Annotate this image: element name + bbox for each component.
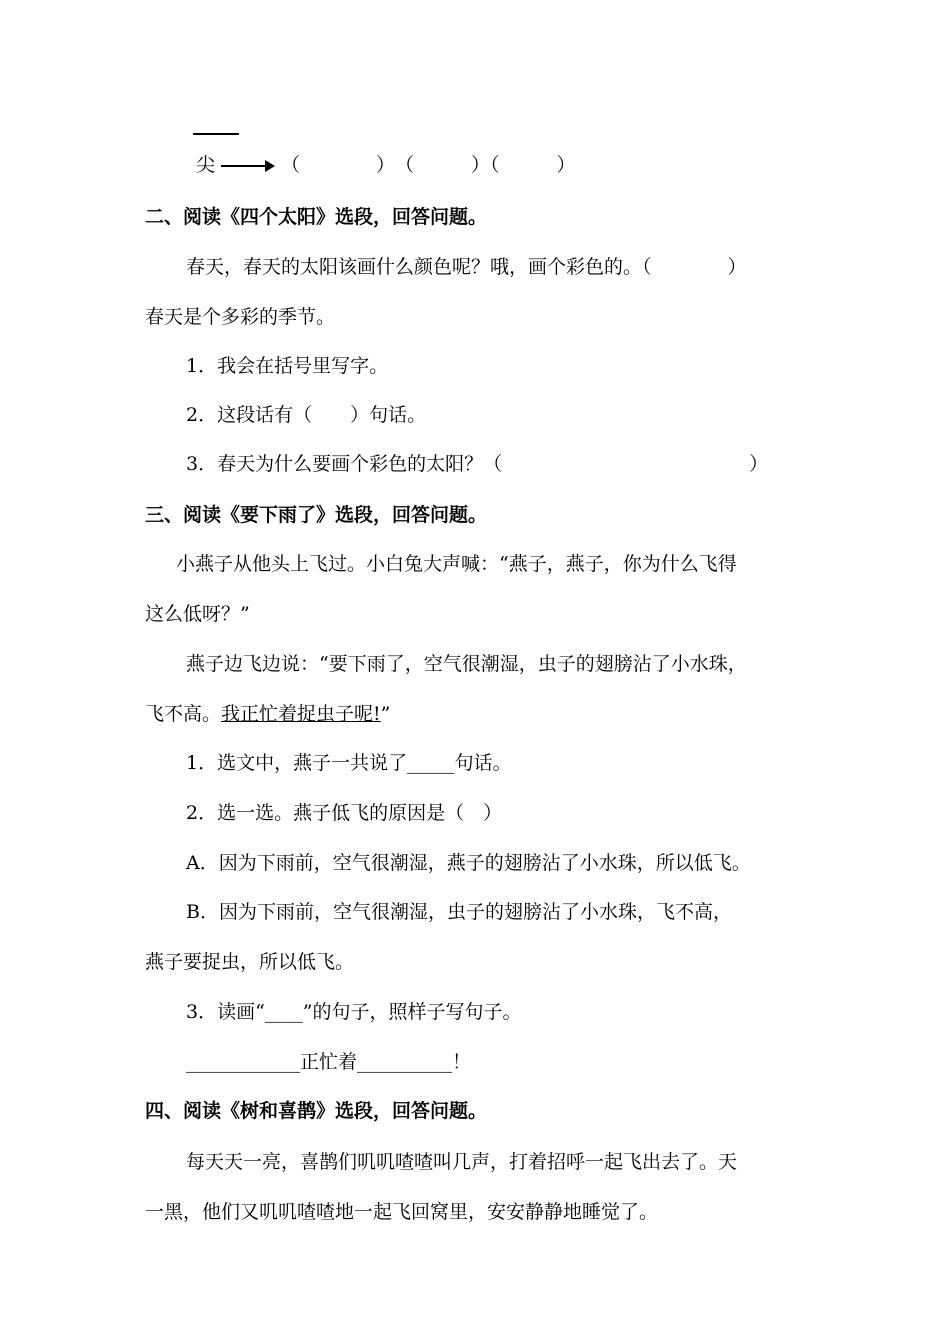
s2-question-3: 3．春天为什么要画个彩色的太阳？（ ） xyxy=(186,453,769,475)
s3-paragraph1-line1: 小燕子从他头上飞过。小白兔大声喊：“燕子，燕子，你为什么飞得 xyxy=(176,553,737,575)
s3-question-1: 1．选文中，燕子一共说了_____句话。 xyxy=(186,752,512,774)
s3-option-a: A．因为下雨前，空气很潮湿，燕子的翅膀沾了小水珠，所以低飞。 xyxy=(186,852,751,874)
section-4-title: 四、阅读《树和喜鹊》选段，回答问题。 xyxy=(145,1100,488,1122)
s3-question-3: 3．读画“____”的句子，照样子写句子。 xyxy=(186,1001,522,1023)
s3-p2-end-quote: ” xyxy=(380,703,391,725)
section-2-title: 二、阅读《四个太阳》选段，回答问题。 xyxy=(145,206,488,228)
section-3-title: 三、阅读《要下雨了》选段，回答问题。 xyxy=(145,504,488,526)
arrow-icon xyxy=(221,165,273,167)
s3-paragraph2-line1: 燕子边飞边说：“要下雨了，空气很潮湿，虫子的翅膀沾了小水珠， xyxy=(186,653,747,675)
s4-paragraph-line1: 每天天一亮，喜鹊们叽叽喳喳叫几声，打着招呼一起飞出去了。天 xyxy=(186,1151,738,1173)
blank-brackets: （ ） （ ）（ ） xyxy=(281,154,576,176)
s4-paragraph-line2: 一黑，他们又叽叽喳喳地一起飞回窝里，安安静静地睡觉了。 xyxy=(145,1201,659,1223)
s3-option-b-line1: B．因为下雨前，空气很潮湿，虫子的翅膀沾了小水珠，飞不高， xyxy=(186,901,732,923)
arrow-row xyxy=(196,153,576,177)
s3-p2-plain: 飞不高。 xyxy=(145,703,222,725)
top-dash-line xyxy=(193,133,239,135)
s2-question-1: 1．我会在括号里写字。 xyxy=(186,355,389,377)
s3-paragraph1-line2: 这么低呀？” xyxy=(145,603,250,625)
s2-question-2: 2．这段话有（ ）句话。 xyxy=(186,404,427,426)
s3-paragraph2-line2 xyxy=(145,702,390,726)
s3-option-b-line2: 燕子要捉虫，所以低飞。 xyxy=(145,951,355,973)
char-jian: 尖 xyxy=(196,154,216,176)
s3-question-2: 2．选一选。燕子低飞的原因是（ ） xyxy=(186,802,503,824)
s3-fill-in-sentence: ____________正忙着__________！ xyxy=(186,1051,472,1073)
underlined-sentence: 我正忙着捉虫子呢! xyxy=(221,703,381,725)
s2-paragraph-line1: 春天，春天的太阳该画什么颜色呢？哦，画个彩色的。（ ） xyxy=(186,256,747,278)
s2-paragraph-line2: 春天是个多彩的季节。 xyxy=(145,306,336,328)
